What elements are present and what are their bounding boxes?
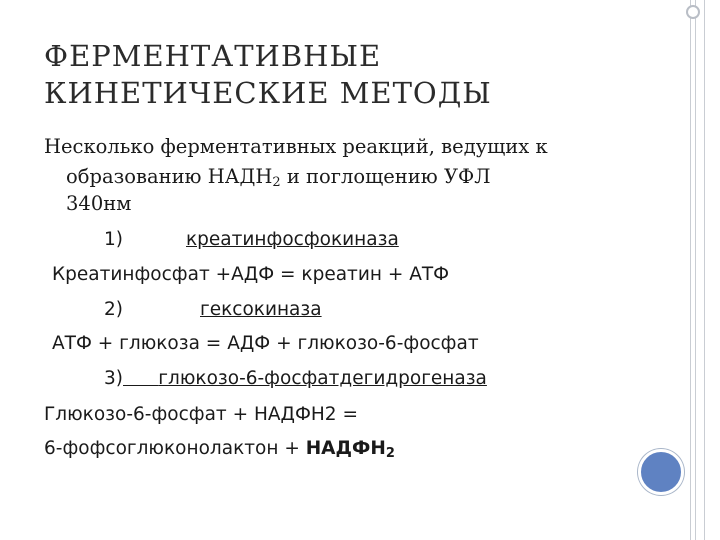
title-line-2: КИНЕТИЧЕСКИЕ МЕТОДЫ: [44, 76, 492, 110]
step-2-enzyme: гексокиназа: [200, 299, 322, 320]
decor-ring: [686, 5, 700, 19]
reaction-3-text: 6-фофсоглюконолактон +: [44, 438, 306, 459]
step-1-enzyme: креатинфосфокиназа: [186, 229, 399, 250]
step-3: [104, 366, 487, 392]
title-line-1: ФЕРМЕНТАТИВНЫЕ: [44, 39, 382, 73]
slide-title: [44, 38, 604, 112]
decor-vertical-line: [695, 0, 696, 540]
intro-line-3: 340нм: [66, 192, 132, 215]
decor-vertical-line: [704, 0, 705, 540]
intro-text-b: и поглощению УФЛ: [280, 165, 491, 188]
reaction-3-line-1: Глюкозо-6-фосфат + НАДФН2 =: [44, 404, 358, 425]
step-3-number: 3): [104, 368, 123, 389]
intro-line-1: Несколько ферментативных реакций, ведущих к: [44, 135, 548, 158]
step-3-enzyme: глюкозо-6-фосфатдегидрогеназа: [158, 368, 487, 389]
reaction-2: АТФ + глюкоза = АДФ + глюкозо-6-фосфат: [52, 333, 479, 354]
step-3-gap: [123, 368, 158, 389]
reaction-3-product: НАДФН: [305, 438, 386, 459]
reaction-1: Креатинфосфат +АДФ = креатин + АТФ: [52, 264, 450, 285]
step-1-number: 1): [104, 229, 123, 250]
step-2-number: 2): [104, 299, 123, 320]
reaction-3-subscript: 2: [385, 446, 395, 461]
intro-text-a: образованию НАДН: [66, 165, 273, 188]
reaction-3-line-2: [44, 436, 395, 462]
decor-vertical-line: [690, 0, 691, 540]
decor-blue-circle: [638, 449, 684, 495]
intro-line-2: [66, 164, 491, 190]
intro-subscript: 2: [272, 175, 281, 190]
